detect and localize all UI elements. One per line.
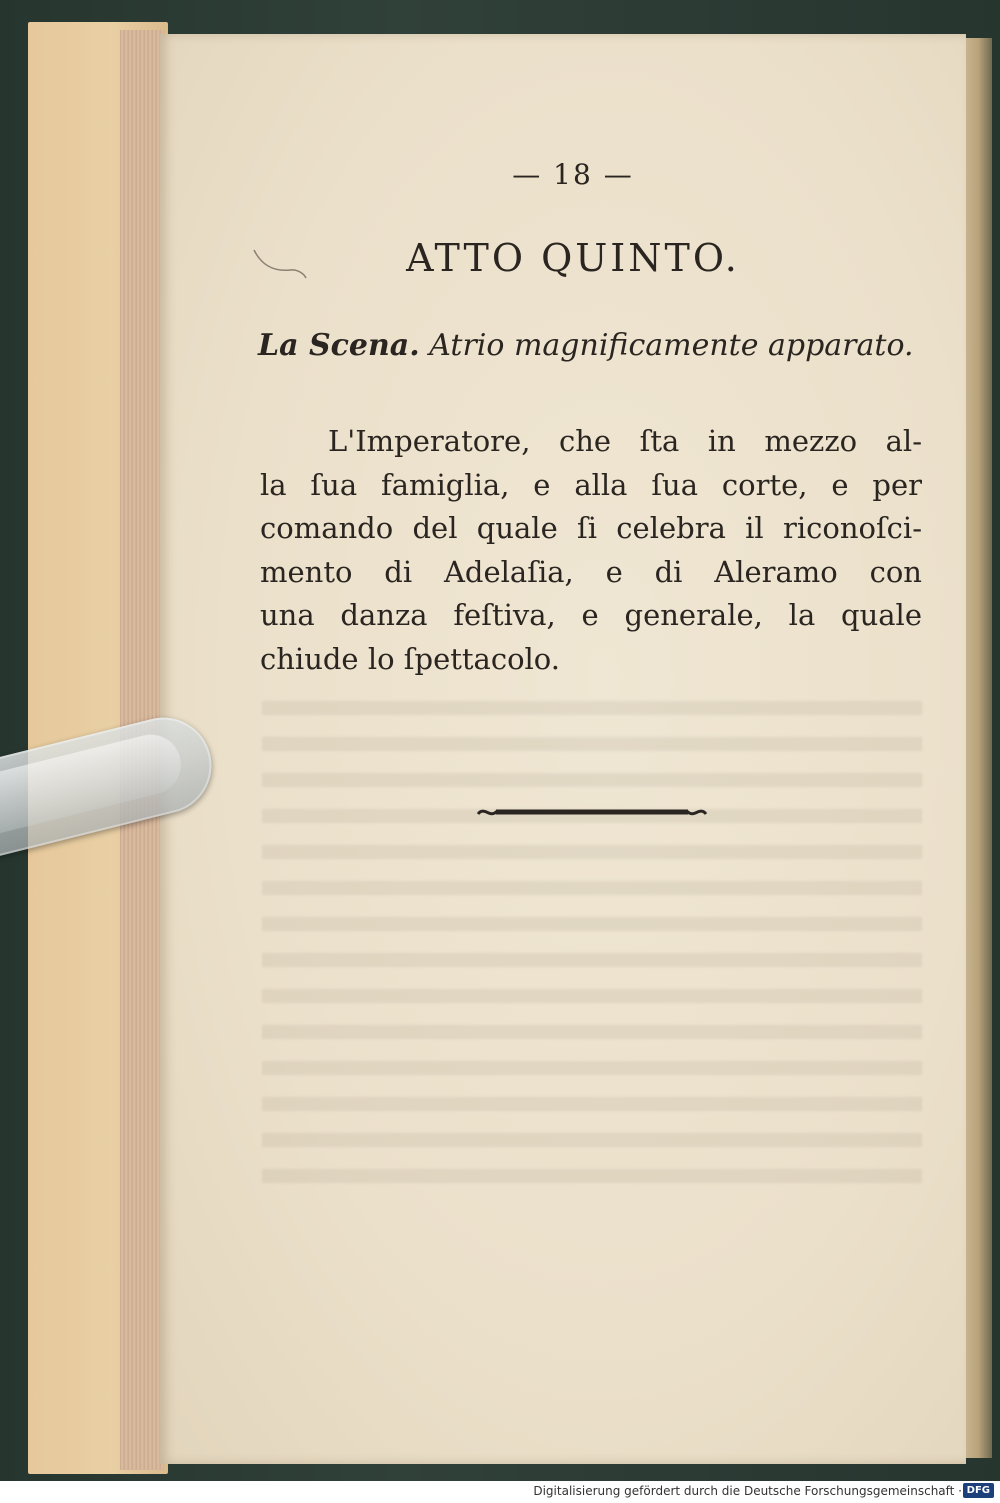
scene-label: La Scena. [258, 328, 420, 363]
scene-line [258, 328, 922, 363]
paragraph-line: chiude lo ſpettacolo. [260, 641, 560, 676]
stage-direction-paragraph [260, 420, 922, 681]
paragraph-line: una danza feſtiva, e generale, la quale [260, 598, 922, 632]
ornament-rule-icon [474, 800, 710, 824]
paragraph-line: la ſua famiglia, e alla ſua corte, e per [260, 467, 922, 502]
act-heading: ATTO QUINTO. [406, 236, 740, 280]
bleed-through [262, 680, 922, 1200]
paragraph-line: L'Imperatore, che ſta in mezzo al- [328, 424, 922, 458]
paragraph-line: mento di Adelaſia, e di Aleramo con [260, 554, 922, 589]
paragraph-line: comando del quale ſi celebra il riconoſci- [260, 511, 922, 545]
footer-credit: Digitalisierung gefördert durch die Deutsche Forschungsgemeinschaft · [533, 1484, 962, 1498]
dfg-logo-icon: DFG [963, 1483, 994, 1498]
page-number: — 18 — [512, 158, 634, 191]
scene-description: Atrio magnificamente apparato. [429, 328, 914, 363]
